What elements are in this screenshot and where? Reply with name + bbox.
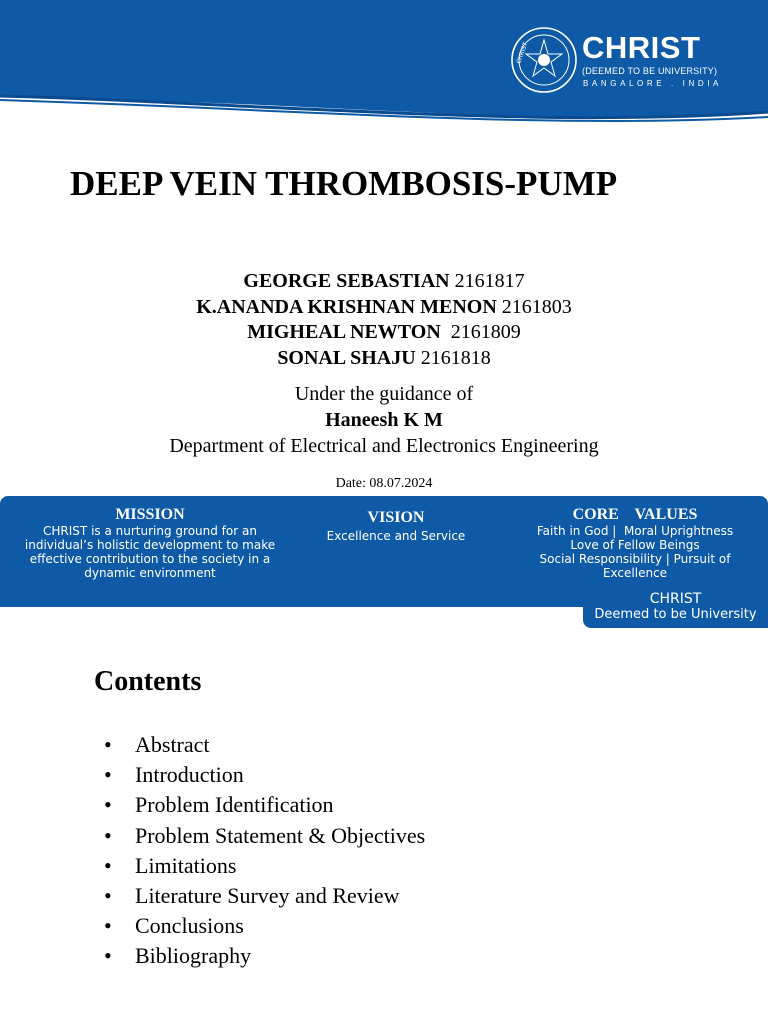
author-list (0, 269, 768, 371)
core-value-line: Social Responsibility | Pursuit of (539, 552, 731, 566)
guidance-intro: Under the guidance of (294, 383, 474, 405)
list-item-label: Abstract (135, 732, 210, 757)
slide-title: DEEP VEIN THROMBOSIS-PUMP (70, 164, 618, 203)
list-item-label: Problem Statement & Objectives (135, 822, 426, 848)
author-name: GEORGE SEBASTIAN (243, 270, 450, 292)
list-item-label: Bibliography (135, 943, 252, 969)
author-id: 2161817 (454, 270, 525, 292)
author-line (0, 269, 768, 295)
list-item-label: Literature Survey and Review (135, 883, 400, 909)
list-item (104, 760, 425, 790)
department: Department of Electrical and Electronics Engineering (169, 435, 599, 457)
mission-block (20, 506, 280, 580)
mission-text: CHRIST is a nurturing ground for an individual’s holistic development to make effective contribution to the society in a dynamic environment (24, 524, 276, 580)
author-id: 2161818 (420, 346, 491, 369)
list-item-label: Limitations (135, 852, 237, 878)
list-item (104, 821, 425, 851)
list-item-label: Problem Identification (135, 792, 334, 818)
core-values-heading: CORE VALUES (572, 506, 698, 523)
bullet-icon: • (104, 822, 112, 848)
presentation-date: Date: 08.07.2024 (335, 476, 433, 491)
footer-university-tab (583, 588, 768, 628)
bullet-icon: • (104, 732, 112, 757)
core-value-line: Faith in God | Moral Uprightness (536, 524, 734, 538)
vision-heading: VISION (367, 509, 425, 526)
author-line (0, 295, 768, 321)
list-item (104, 730, 425, 760)
author-id: 2161803 (501, 295, 572, 318)
christ-logo (510, 26, 725, 98)
bullet-icon: • (104, 852, 112, 878)
bullet-icon: • (104, 883, 112, 909)
contents-list (104, 730, 425, 972)
author-name: K.ANANDA KRISHNAN MENON (196, 295, 497, 318)
list-item-label: Conclusions (135, 913, 244, 939)
bullet-icon: • (104, 762, 112, 788)
list-item-label: Introduction (135, 762, 244, 788)
bullet-icon: • (104, 792, 112, 818)
mission-heading: MISSION (115, 506, 185, 523)
core-value-line: Excellence (602, 566, 668, 580)
contents-title: Contents (94, 666, 202, 697)
vision-block (316, 509, 476, 543)
logo-subtitle: (DEEMED TO BE UNIVERSITY) (582, 66, 718, 76)
footer-line-1: CHRIST (649, 591, 702, 607)
core-value-line: Love of Fellow Beings (570, 538, 700, 552)
list-item (104, 851, 425, 881)
author-line (0, 320, 768, 346)
vision-text: Excellence and Service (326, 529, 466, 543)
list-item (104, 911, 425, 941)
footer-line-2: Deemed to be University (594, 607, 757, 622)
logo-wordmark: CHRIST (582, 30, 701, 65)
list-item (104, 881, 425, 911)
core-values-block (530, 506, 740, 580)
author-name: MIGHEAL NEWTON (247, 321, 441, 343)
logo-city: BANGALORE . INDIA (583, 79, 722, 88)
seal-text: CHRIST (515, 41, 530, 65)
guide-name: Haneesh K M (325, 409, 443, 431)
bullet-icon: • (104, 943, 112, 969)
author-id: 2161809 (445, 321, 521, 343)
list-item (104, 790, 425, 820)
author-line (0, 346, 768, 372)
author-name: SONAL SHAJU (277, 346, 416, 369)
bullet-icon: • (104, 913, 112, 939)
list-item (104, 941, 425, 971)
university-seal-icon (510, 26, 578, 94)
